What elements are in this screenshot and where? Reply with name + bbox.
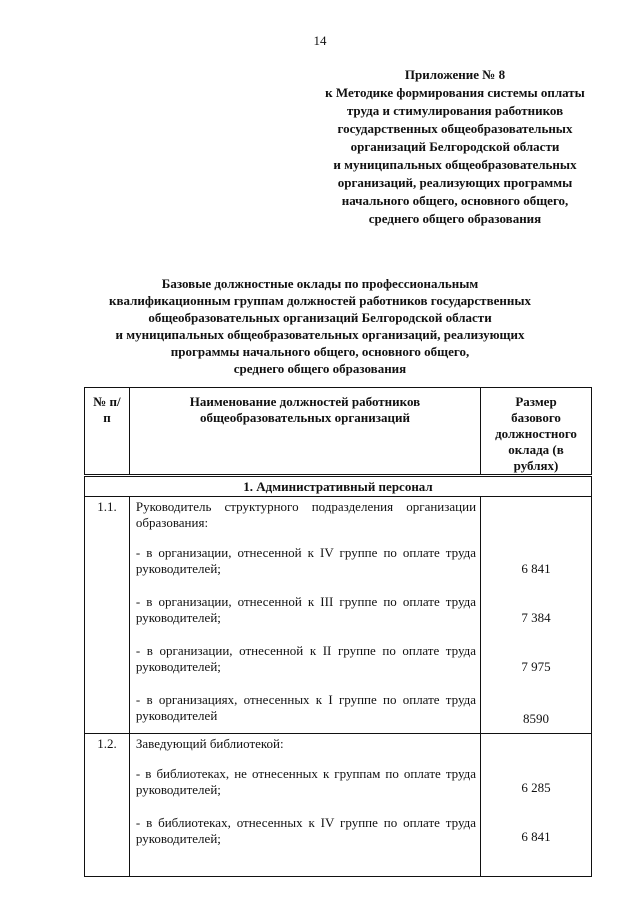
title-line: программы начального общего, основного общего, <box>170 344 470 359</box>
list-item: - в организации, отнесенной к IV группе по оплате труда руководителей; <box>135 545 477 576</box>
row-values <box>481 497 592 734</box>
row-description <box>129 734 480 877</box>
list-item: - в библиотеках, отнесенных к IV группе по оплате труда руководителей; <box>135 815 477 846</box>
section-row <box>85 476 592 497</box>
appendix-heading <box>280 66 630 228</box>
salary-value: 6 841 <box>521 829 551 844</box>
row-number: 1.2. <box>85 734 130 877</box>
row-description <box>129 497 480 734</box>
page-number: 14 <box>313 33 327 48</box>
list-item: - в организации, отнесенной к III группе по оплате труда руководителей; <box>135 594 477 625</box>
salary-table <box>84 387 592 877</box>
appendix-line: Приложение № 8 <box>404 67 506 82</box>
table-row <box>85 734 592 877</box>
header-num: № п/п <box>85 388 130 476</box>
appendix-line: государственных общеобразовательных <box>337 121 573 136</box>
appendix-line: труда и стимулирования работников <box>346 103 564 118</box>
row-values <box>481 734 592 877</box>
row-number: 1.1. <box>85 497 130 734</box>
appendix-line: среднего общего образования <box>368 211 542 226</box>
list-item: - в библиотеках, не отнесенных к группам по оплате труда руководителей; <box>135 766 477 797</box>
table-row <box>85 497 592 734</box>
table-header-row <box>85 388 592 476</box>
salary-value: 7 384 <box>521 610 551 625</box>
title-line: среднего общего образования <box>233 361 407 376</box>
title-line: общеобразовательных организаций Белгородской области <box>148 310 492 325</box>
position-title: Руководитель структурного подразделения организации образования: <box>135 499 477 530</box>
appendix-line: организаций Белгородской области <box>350 139 560 154</box>
salary-value: 6 841 <box>521 561 551 576</box>
header-name: Наименование должностей работников общеобразовательных организаций <box>129 388 480 476</box>
section-title: 1. Административный персонал <box>85 476 592 497</box>
title-line: Базовые должностные оклады по профессиональным <box>161 276 479 291</box>
header-salary: Размер базового должностного оклада (в рублях) <box>481 388 592 476</box>
appendix-line: к Методике формирования системы оплаты <box>325 85 585 100</box>
position-title: Заведующий библиотекой: <box>135 736 284 751</box>
appendix-line: организаций, реализующих программы <box>337 175 573 190</box>
salary-value: 7 975 <box>521 659 551 674</box>
salary-value: 6 285 <box>521 780 551 795</box>
appendix-line: начального общего, основного общего, <box>341 193 569 208</box>
salary-value: 8590 <box>523 711 550 726</box>
appendix-line: и муниципальных общеобразовательных <box>333 157 577 172</box>
document-title <box>60 275 580 377</box>
list-item: - в организациях, отнесенных к I группе по оплате труда руководителей <box>135 692 477 723</box>
title-line: квалификационным группам должностей работников государственных <box>109 293 531 308</box>
list-item: - в организации, отнесенной к II группе по оплате труда руководителей; <box>135 643 477 674</box>
title-line: и муниципальных общеобразовательных организаций, реализующих <box>115 327 525 342</box>
